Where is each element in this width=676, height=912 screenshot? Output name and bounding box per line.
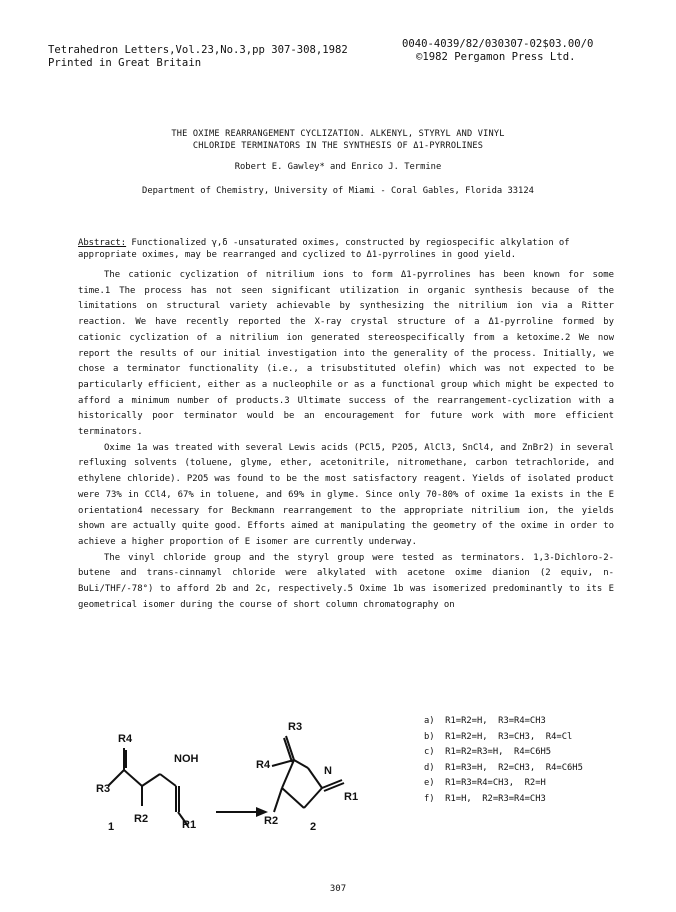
scheme-2-r4: R4: [256, 759, 271, 771]
article-title: [0, 128, 676, 152]
scheme-2-r2: R2: [264, 815, 279, 827]
paragraph-2: Oxime 1a was treated with several Lewis acids (PCl5, P2O5, AlCl3, SnCl4, and ZnBr2) in several refluxing solvents (toluene, glyme, ether, acetonitrile, nitromethane, carbon tetrachloride, and ethylene chloride). P2O5 was found to be the most satisfactory reagent. Yields of isolated product were 73% in CCl4, 67% in toluene, and 69% in glyme. Since only 70-80% of oxime 1a exists in the E orientation4 necessary for Beckmann rearrangement to the appropriate nitrilium ion, the yields shown are actually quite good. Efforts aimed at manipulating the geometry of the oxime in order to achieve a higher proportion of E isomer are currently underway.: [78, 442, 614, 547]
authors: Robert E. Gawley* and Enrico J. Termine: [234, 162, 442, 172]
compound-list: [424, 714, 583, 808]
scheme-1-r2: R2: [134, 813, 149, 825]
compound-b: b) R1=R2=H, R3=CH3, R4=Cl: [424, 731, 573, 742]
paragraph-3: The vinyl chloride group and the styryl group were tested as terminators. 1,3-Dichloro-2-butene and trans-cinnamyl chloride were alkylated with acetone oxime dianion (2 equiv, n-BuLi/THF/-78°) to afford 2b and 2c, respectively.5 Oxime 1b was isomerized predominantly to its E geometrical isomer during the course of short column chromatography on: [78, 552, 614, 610]
compound-d: d) R1=R3=H, R2=CH3, R4=C6H5: [424, 762, 583, 773]
scheme-1-r3: R3: [96, 783, 111, 795]
scheme-2-n: N: [324, 765, 332, 777]
journal-citation: Tetrahedron Letters,Vol.23,No.3,pp 307-308,1982 Printed in Great Britain: [48, 44, 348, 69]
abstract-text: Functionalized γ,δ -unsaturated oximes, constructed by regiospecific alkylation of appropriate oximes, may be rearranged and cyclized to Δ1-pyrrolines in good yield.: [78, 238, 570, 260]
affiliation: Department of Chemistry, University of Miami - Coral Gables, Florida 33124: [142, 186, 534, 196]
scheme-2-r3: R3: [288, 721, 303, 733]
copyright-notice: 0040-4039/82/030307-02$03.00/0 ©1982 Pergamon Press Ltd.: [402, 38, 594, 63]
scheme-1-noh: NOH: [174, 753, 199, 765]
compound-number-1: 1: [108, 821, 115, 833]
article-body: [78, 268, 614, 613]
compound-number-2: 2: [310, 821, 317, 833]
title-line-2: CHLORIDE TERMINATORS IN THE SYNTHESIS OF Δ1-PYRROLINES: [192, 141, 484, 151]
title-line-1: THE OXIME REARRANGEMENT CYCLIZATION. ALKENYL, STYRYL AND VINYL: [171, 129, 505, 139]
scheme-2-r1: R1: [344, 791, 359, 803]
compound-e: e) R1=R3=R4=CH3, R2=H: [424, 778, 546, 789]
reaction-scheme: [96, 704, 416, 854]
scheme-1-r4: R4: [118, 733, 133, 745]
page-number: 307: [329, 884, 347, 894]
compound-c: c) R1=R2=R3=H, R4=C6H5: [424, 747, 552, 758]
compound-f: f) R1=H, R2=R3=R4=CH3: [424, 793, 546, 804]
abstract: [78, 237, 614, 261]
compound-a: a) R1=R2=H, R3=R4=CH3: [424, 716, 546, 726]
abstract-label: Abstract:: [78, 238, 127, 248]
paragraph-1: The cationic cyclization of nitrilium ions to form Δ1-pyrrolines has been known for some time.1 The process has not seen significant utilization in organic synthesis because of the limitations on structural variety achievable by synthesizing the nitrilium ion via a Ritter reaction. We have recently reported the X-ray crystal structure of a Δ1-pyrroline formed by cationic cyclization of a nitrilium ion generated stereospecifically from a ketoxime.2 We now report the results of our initial investigation into the generality of the process. Initially, we chose a terminator functionality (i.e., a trisubstituted olefin) which was not expected to be particularly efficient, either as a nucleophile or as a functional group which might be expected to afford a minimum number of products.3 Ultimate success of the rearrangement-cyclization with a historically poor terminator would be an encouragement for future work with more efficient terminators.: [78, 270, 614, 438]
scheme-1-r1: R1: [182, 819, 197, 831]
